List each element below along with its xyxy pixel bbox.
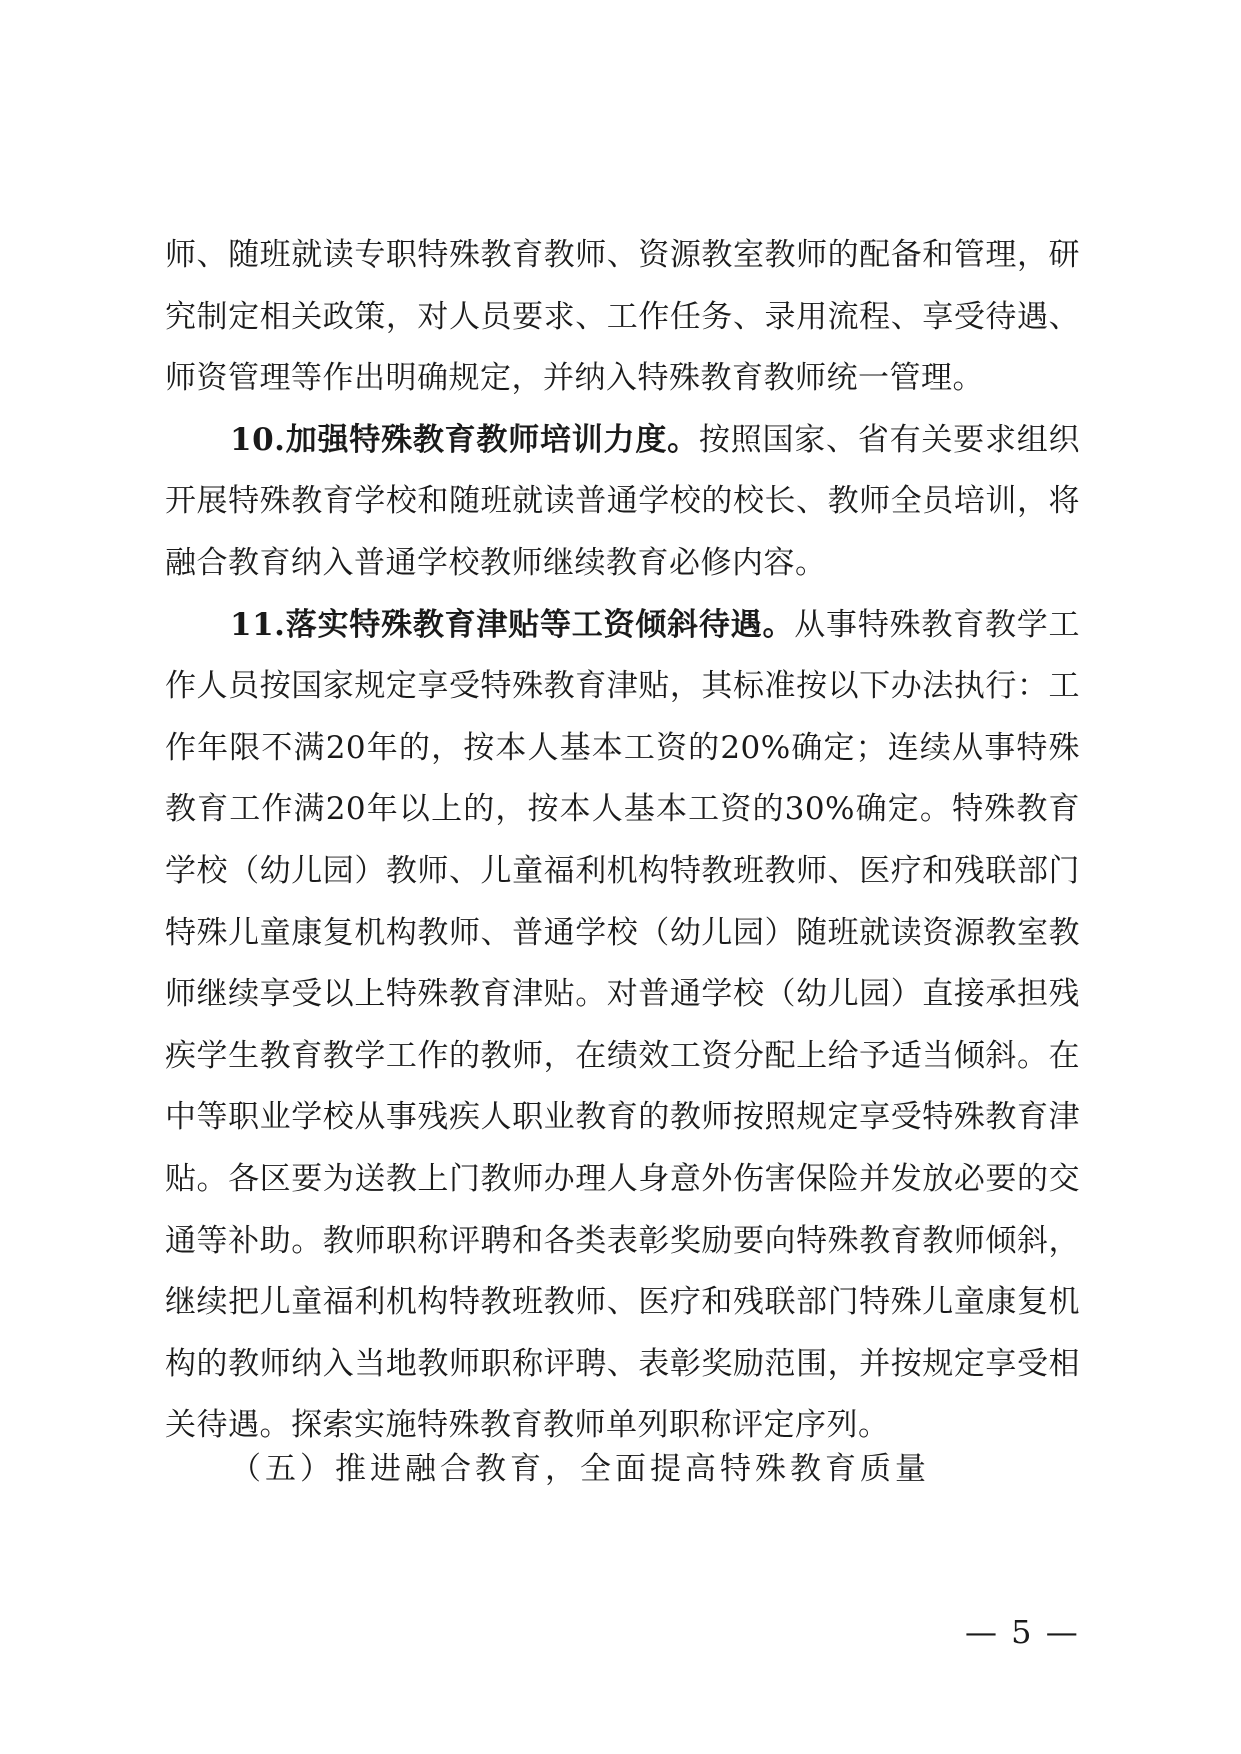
paragraph-continuation [165,225,1080,410]
item-heading: 落实特殊教育津贴等工资倾斜待遇。 [285,606,795,643]
paragraph-text: 师、随班就读专职特殊教育教师、资源教室教师的配备和管理，研究制定相关政策，对人员要求、工作任务、录用流程、享受待遇、师资管理等作出明确规定，并纳入特殊教育教师统一管理。 [165,237,1080,397]
paragraph-item-10 [165,410,1080,595]
item-number: 10. [230,421,286,458]
page-number: — 5 — [965,1613,1080,1651]
item-heading: 加强特殊教育教师培训力度。 [285,421,699,458]
paragraph-item-11 [165,595,1080,1457]
section-heading: （五）推进融合教育，全面提高特殊教育质量 [230,1451,930,1487]
paragraph-text: 按照国家、省有关要求组织开展特殊教育学校和随班就读普通学校的校长、教师全员培训，将融合教育纳入普通学校教师继续教育必修内容。 [165,421,1081,581]
item-number: 11. [230,606,286,643]
document-body [165,225,1080,1457]
paragraph-text: 从事特殊教育教学工作人员按国家规定享受特殊教育津贴，其标准按以下办法执行：工作年限不满20年的，按本人基本工资的20%确定；连续从事特殊教育工作满20年以上的，按本人基本工资的30%确定。特殊教育学校（幼儿园）教师、儿童福利机构特教班教师、医疗和残联部门特殊儿童康复机构教师、普通学校（幼儿园）随班就读资源教室教师继续享受以上特殊教育津贴。对普通学校（幼儿园）直接承担残疾学生教育教学工作的教师，在绩效工资分配上给予适当倾斜。在中等职业学校从事残疾人职业教育的教师按照规定享受特殊教育津贴。各区要为送教上门教师办理人身意外伤害保险并发放必要的交通等补助。教师职称评聘和各类表彰奖励要向特殊教育教师倾斜，继续把儿童福利机构特教班教师、医疗和残联部门特殊儿童康复机构的教师纳入当地教师职称评聘、表彰奖励范围，并按规定享受相关待遇。探索实施特殊教育教师单列职称评定序列。 [165,606,1081,1444]
